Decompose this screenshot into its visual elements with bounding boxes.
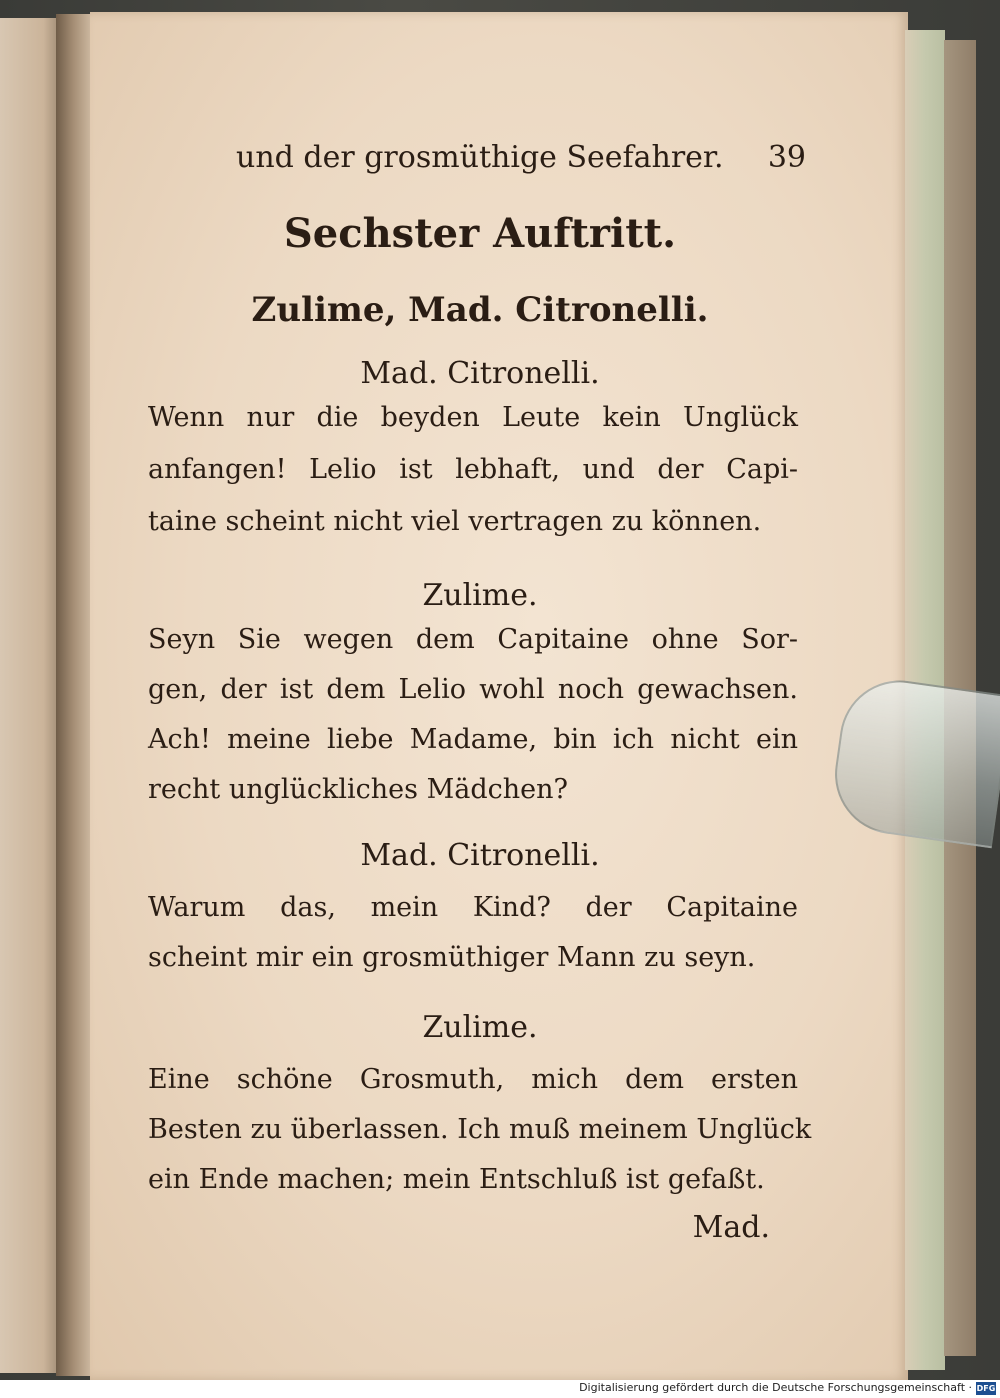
book-gutter [56,14,94,1376]
dialogue-line: Besten zu überlassen. Ich muß meinem Unglück [148,1114,812,1145]
dialogue-line: recht unglückliches Mädchen? [148,774,568,805]
dialogue-line: anfangen! Lelio ist lebhaft, und der Capi- [148,454,798,485]
dialogue-line: Eine schöne Grosmuth, mich dem ersten [148,1064,798,1095]
running-head [236,140,806,175]
running-head-title: und der grosmüthige Seefahrer. [236,140,724,175]
catchword: Mad. [692,1210,770,1245]
footer-credit: Digitalisierung gefördert durch die Deutsche Forschungsgemeinschaft · [579,1381,972,1394]
dialogue-line: scheint mir ein grosmüthiger Mann zu seyn. [148,942,756,973]
speaker-name: Zulime. [422,578,538,613]
page-number: 39 [767,140,806,175]
dialogue-line: taine scheint nicht viel vertragen zu können. [148,506,762,537]
left-page-edge [0,18,62,1373]
dialogue-line: gen, der ist dem Lelio wohl noch gewachsen. [148,674,798,705]
scene-title: Sechster Auftritt. [283,210,677,257]
speaker-name: Zulime. [422,1010,538,1045]
speaker-name: Mad. Citronelli. [360,356,600,391]
dialogue-line: Wenn nur die beyden Leute kein Unglück [148,402,798,433]
cast-list: Zulime, Mad. Citronelli. [251,290,709,330]
dialogue-line: Warum das, mein Kind? der Capitaine [148,892,798,923]
dialogue-line: ein Ende machen; mein Entschluß ist gefaßt. [148,1164,765,1195]
dialogue-line: Ach! meine liebe Madame, bin ich nicht ein [148,724,798,755]
dfg-logo: DFG [976,1384,996,1393]
dialogue-line: Seyn Sie wegen dem Capitaine ohne Sor- [148,624,798,655]
speaker-name: Mad. Citronelli. [360,838,600,873]
